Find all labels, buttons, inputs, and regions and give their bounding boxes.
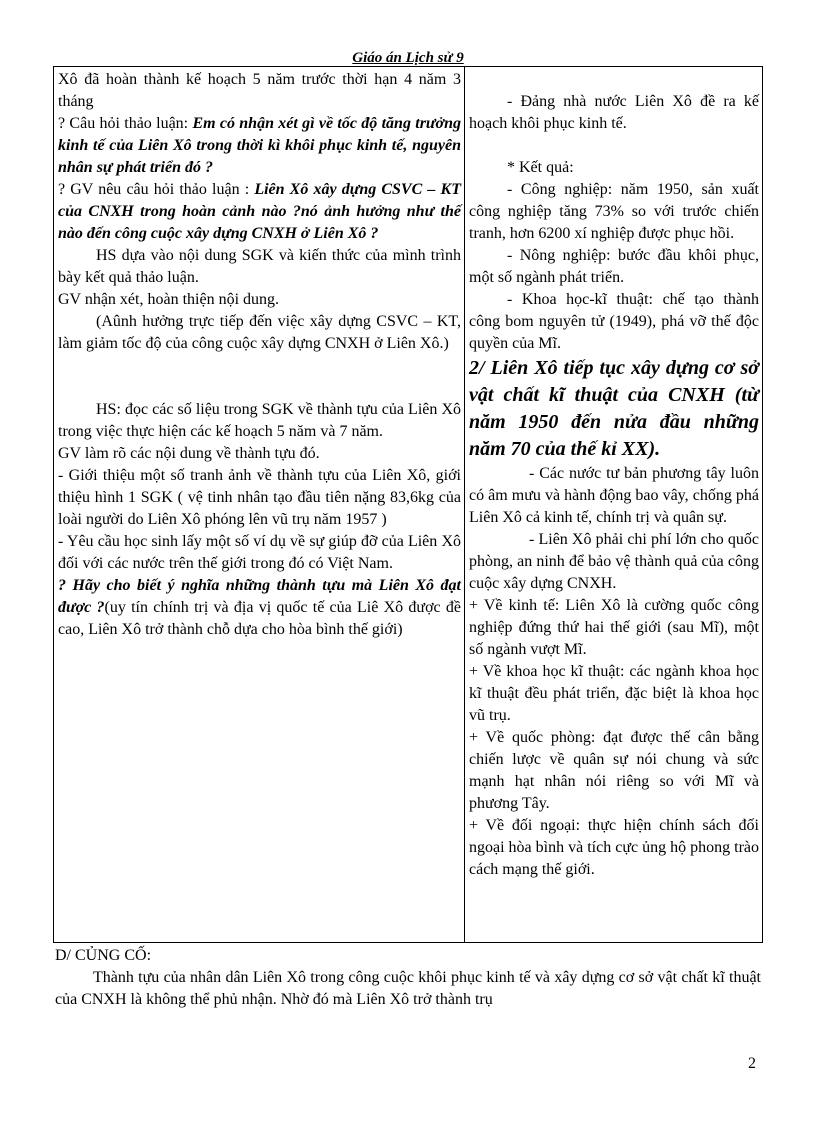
right-paragraph-western-countries: - Các nước tư bản phương tây luôn có âm mưu và hành động bao vây, chống phá Liên Xô cả kinh tế, chính trị và quân sự.	[469, 465, 759, 526]
right-paragraph-1: - Đảng nhà nước Liên Xô đề ra kế hoạch khôi phục kinh tế.	[469, 93, 759, 132]
right-paragraph-science: - Khoa học-kĩ thuật: chế tạo thành công bom nguyên tử (1949), phá vỡ thế độc quyền của Mĩ.	[469, 291, 759, 352]
header-title: Giáo án Lịch sử 9	[352, 50, 464, 66]
section-2-title: 2/ Liên Xô tiếp tục xây dựng cơ sở vật chất kĩ thuật của CNXH (từ năm 1950 đến nửa đầu những năm 70 của thế kỉ XX).	[469, 357, 759, 460]
discussion-question-2: ? GV nêu câu hỏi thảo luận : Liên Xô xây dựng CSVC – KT của CNXH trong hoàn cảnh nào ?nó ảnh hưởng như thế nào đến công cuộc xây dựng CNXH ở Liên Xô ?	[58, 181, 461, 242]
results-heading: * Kết quả:	[507, 159, 574, 176]
right-paragraph-agriculture: - Nông nghiệp: bước đầu khôi phục, một số ngành phát triển.	[469, 247, 759, 286]
discussion-question-1: ? Câu hỏi thảo luận: Em có nhận xét gì về tốc độ tăng trưởng kinh tế của Liên Xô trong thời kì khôi phục kinh tế, nguyên nhân sự phát triển đó ?	[58, 115, 462, 176]
left-paragraph-6: GV làm rõ các nội dung về thành tựu đó.	[58, 445, 320, 462]
left-paragraph-5: HS: đọc các số liệu trong SGK về thành tựu của Liên Xô trong việc thực hiện các kế hoạch 5 năm và 7 năm.	[58, 401, 461, 440]
consolidation-heading: D/ CỦNG CỐ:	[55, 947, 152, 964]
consolidation-section	[55, 945, 761, 1011]
consolidation-text: Thành tựu của nhân dân Liên Xô trong công cuộc khôi phục kinh tế và xây dựng cơ sở vật chất kĩ thuật của CNXH là không thể phủ nhận. Nhờ đó mà Liên Xô trở thành trụ	[55, 969, 761, 1008]
right-paragraph-defense-cost: - Liên Xô phải chi phí lớn cho quốc phòng, an ninh để bảo vệ thành quả của công cuộc xây dựng CNXH.	[469, 531, 759, 592]
right-paragraph-foreign-affairs: + Về đối ngoại: thực hiện chính sách đối ngoại hòa bình và tích cực ủng hộ phong trào cách mạng thế giới.	[469, 817, 759, 878]
left-paragraph-8: - Yêu cầu học sinh lấy một số ví dụ về sự giúp đỡ của Liên Xô đối với các nước trên thế giới trong đó có Việt Nam.	[58, 533, 461, 572]
left-paragraph-1: Xô đã hoàn thành kế hoạch 5 năm trước thời hạn 4 năm 3 tháng	[58, 71, 461, 110]
left-paragraph-2: HS dựa vào nội dung SGK và kiến thức của mình trình bày kết quả thảo luận.	[58, 247, 461, 286]
content-column	[465, 67, 763, 943]
page-number: 2	[748, 1055, 756, 1072]
right-paragraph-defense: + Về quốc phòng: đạt được thế cân bằng chiến lược về quân sự nói chung và sức mạnh hạt nhân nói riêng so với Mĩ và phương Tây.	[469, 729, 759, 812]
left-paragraph-7: - Giới thiệu một số tranh ảnh về thành tựu của Liên Xô, giới thiệu hình 1 SGK ( vệ tinh nhân tạo đầu tiên nặng 83,6kg của loài người do Liên Xô phóng lên vũ trụ năm 1957 )	[58, 467, 461, 528]
right-paragraph-economy: + Về kinh tế: Liên Xô là cường quốc công nghiệp đứng thứ hai thế giới (sau Mĩ), một số ngành vượt Mĩ.	[469, 597, 759, 658]
left-paragraph-3: GV nhận xét, hoàn thiện nội dung.	[58, 291, 280, 308]
right-paragraph-industry: - Công nghiệp: năm 1950, sản xuất công nghiệp tăng 73% so với trước chiến tranh, hơn 6200 xí nghiệp được phục hồi.	[469, 181, 759, 242]
teacher-student-activities-column	[54, 67, 465, 943]
discussion-question-3: ? Hãy cho biết ý nghĩa những thành tựu mà Liên Xô đạt được ?(uy tín chính trị và địa vị quốc tế của Liê Xô được đề cao, Liên Xô trở thành chỗ dựa cho hòa bình thế giới)	[58, 577, 461, 638]
page-header	[0, 50, 816, 67]
lesson-table	[53, 66, 763, 943]
left-paragraph-4: (Aûnh hưởng trực tiếp đến việc xây dựng CSVC – KT, làm giảm tốc độ của công cuộc xây dựng CNXH ở Liên Xô.)	[58, 313, 461, 352]
right-paragraph-sci-tech: + Về khoa học kĩ thuật: các ngành khoa học kĩ thuật đều phát triển, đặc biệt là khoa học vũ trụ.	[469, 663, 759, 724]
